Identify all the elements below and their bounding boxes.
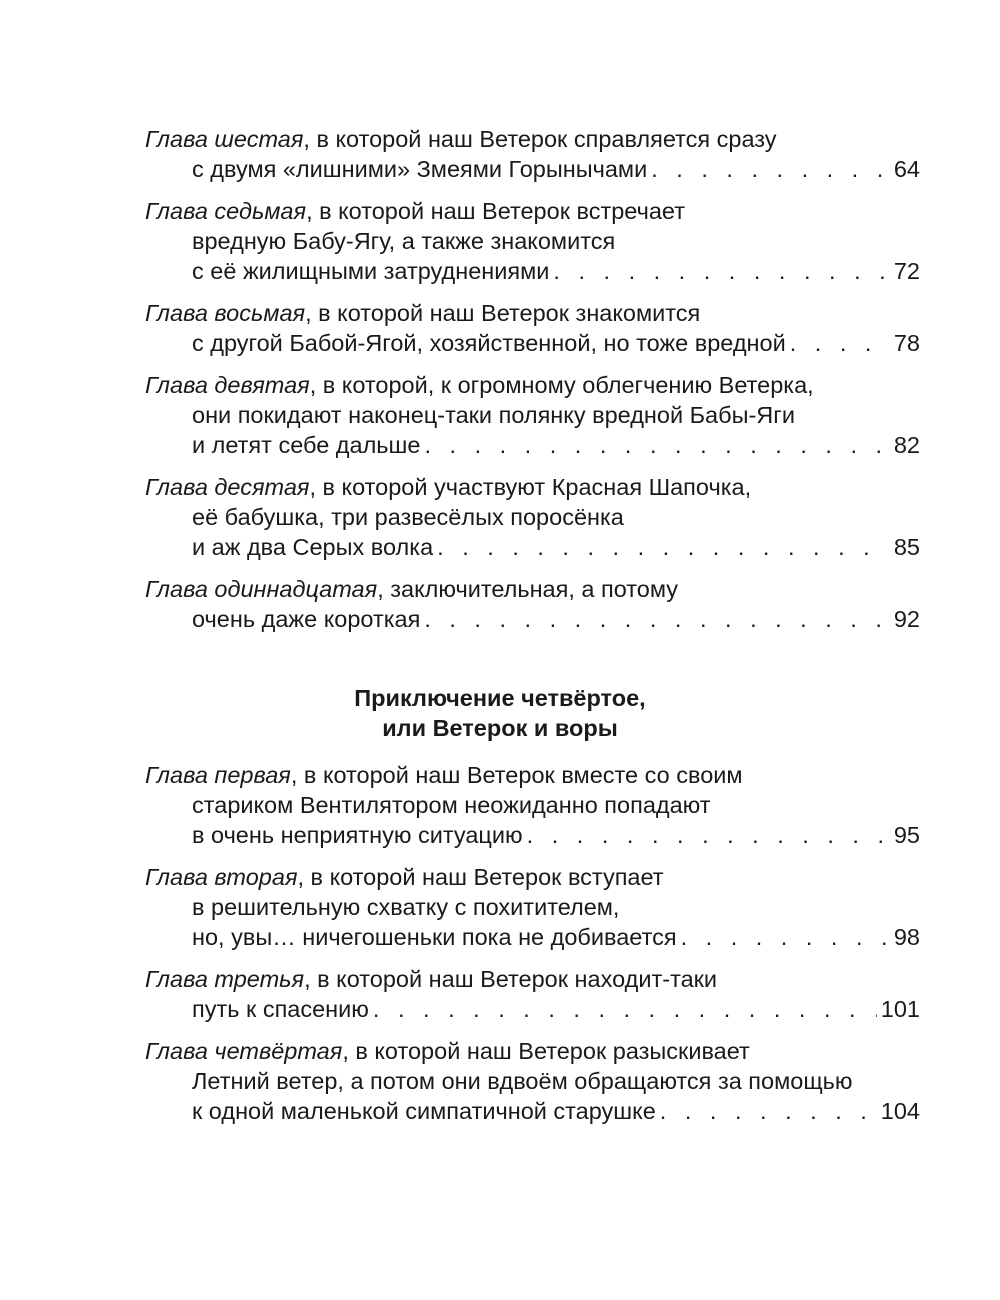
toc-entry-text (192, 1068, 853, 1094)
toc-entry-line (145, 922, 920, 952)
toc-entry-text (192, 504, 624, 530)
dot-leader (424, 604, 890, 634)
chapter-description: , в которой наш Ветерок встречает (306, 198, 685, 224)
toc-entry-line (145, 604, 920, 634)
toc-entry-line (145, 964, 920, 994)
toc-entry (145, 196, 920, 286)
toc-entry-text (145, 864, 664, 890)
toc-entry-line (145, 1066, 920, 1096)
toc-entry-line (145, 226, 920, 256)
chapter-description: в решительную схватку с похитителем, (192, 894, 620, 920)
toc-entry-line (145, 1036, 920, 1066)
toc-entry-line (145, 574, 920, 604)
toc-entry-line (145, 256, 920, 286)
chapter-name: Глава девятая (145, 372, 310, 398)
chapter-name: Глава первая (145, 762, 291, 788)
chapter-description: к одной маленькой симпатичной старушке (192, 1098, 656, 1124)
chapter-description: с двумя «лишними» Змеями Горынычами (192, 156, 648, 182)
chapter-description: , в которой наш Ветерок находит-таки (304, 966, 718, 992)
chapter-name: Глава вторая (145, 864, 298, 890)
dot-leader (373, 994, 877, 1024)
toc-entry-text (192, 154, 647, 184)
toc-entry-text (192, 820, 523, 850)
chapter-description: , в которой, к огромному облегчению Ветерка, (309, 372, 814, 398)
toc-entry-text (192, 894, 619, 920)
page-number: 92 (893, 606, 920, 632)
chapter-name: Глава седьмая (145, 198, 307, 224)
chapter-description: её бабушка, три развесёлых поросёнка (192, 504, 624, 530)
toc-entry (145, 472, 920, 562)
toc-entry-line (145, 154, 920, 184)
toc-entry-line (145, 862, 920, 892)
toc-entry-line (145, 532, 920, 562)
toc-entry-line (145, 790, 920, 820)
toc-entry-line (145, 820, 920, 850)
toc-entry-text (145, 198, 685, 224)
chapter-description: путь к спасению (192, 996, 369, 1022)
toc-entry-text (192, 328, 786, 358)
toc-entry-line (145, 124, 920, 154)
toc-entry-text (145, 300, 700, 326)
chapter-description: в очень неприятную ситуацию (192, 822, 523, 848)
page-number: 104 (880, 1098, 920, 1124)
toc-entry-text (145, 372, 814, 398)
chapter-name: Глава шестая (145, 126, 304, 152)
toc-entry-text (192, 532, 433, 562)
toc-entry-text (192, 994, 369, 1024)
toc-entry-line (145, 892, 920, 922)
chapter-description: и летят себе дальше (192, 432, 421, 458)
section-heading-line2: или Ветерок и воры (382, 715, 618, 741)
dot-leader (790, 328, 890, 358)
dot-leader (651, 154, 890, 184)
toc-entry-line (145, 502, 920, 532)
chapter-name: Глава третья (145, 966, 305, 992)
toc-entry-line (145, 430, 920, 460)
toc-entry-text (192, 922, 677, 952)
chapter-name: Глава одиннадцатая (145, 576, 378, 602)
toc-entry-text (145, 126, 777, 152)
toc-entry (145, 1036, 920, 1126)
chapter-name: Глава восьмая (145, 300, 306, 326)
toc-part4 (145, 760, 920, 1126)
chapter-description: с другой Бабой-Ягой, хозяйственной, но тоже вредной (192, 330, 786, 356)
section-heading-line1: Приключение четвёртое, (354, 685, 646, 711)
toc-entry-text (192, 604, 420, 634)
dot-leader (553, 256, 889, 286)
page-number: 98 (893, 924, 920, 950)
toc-entry (145, 760, 920, 850)
page-number: 78 (893, 330, 920, 356)
toc-entry (145, 124, 920, 184)
dot-leader (424, 430, 889, 460)
toc-entry-line (145, 472, 920, 502)
toc-entry (145, 298, 920, 358)
chapter-description: , заключительная, а потому (377, 576, 679, 602)
chapter-description: , в которой участвуют Красная Шапочка, (309, 474, 752, 500)
chapter-description: но, увы… ничегошеньки пока не добивается (192, 924, 677, 950)
dot-leader (681, 922, 890, 952)
chapter-description: они покидают наконец-таки полянку вредной Бабы-Яги (192, 402, 795, 428)
toc-entry (145, 370, 920, 460)
page-number: 72 (893, 258, 920, 284)
toc-entry-line (145, 298, 920, 328)
page-number: 64 (893, 156, 920, 182)
toc-part3 (145, 124, 920, 634)
toc-entry-text (192, 430, 420, 460)
toc-entry-text (192, 792, 711, 818)
chapter-description: очень даже короткая (192, 606, 421, 632)
chapter-description: , в которой наш Ветерок разыскивает (342, 1038, 750, 1064)
toc-entry-text (145, 762, 743, 788)
toc-entry-text (192, 1096, 656, 1126)
chapter-description: вредную Бабу-Ягу, а также знакомится (192, 228, 616, 254)
toc-entry-text (192, 256, 549, 286)
toc-entry-line (145, 370, 920, 400)
toc-entry-line (145, 328, 920, 358)
dot-leader (527, 820, 890, 850)
chapter-description: , в которой наш Ветерок знакомится (305, 300, 701, 326)
chapter-description: , в которой наш Ветерок вместе со своим (290, 762, 743, 788)
toc-entry (145, 964, 920, 1024)
dot-leader (437, 532, 890, 562)
page-number: 95 (893, 822, 920, 848)
toc-entry-text (145, 474, 751, 500)
toc-entry-text (145, 966, 717, 992)
chapter-description: и аж два Серых волка (192, 534, 434, 560)
toc-entry-line (145, 760, 920, 790)
toc-entry (145, 862, 920, 952)
toc-entry-line (145, 1096, 920, 1126)
toc-entry-text (145, 1038, 750, 1064)
page-number: 101 (880, 996, 920, 1022)
toc-entry-line (145, 400, 920, 430)
chapter-name: Глава десятая (145, 474, 310, 500)
chapter-description: Летний ветер, а потом они вдвоём обращаются за помощью (192, 1068, 853, 1094)
toc-entry-line (145, 994, 920, 1024)
page-number: 85 (893, 534, 920, 560)
chapter-description: , в которой наш Ветерок справляется сразу (303, 126, 777, 152)
toc-entry-text (192, 402, 795, 428)
page-number: 82 (893, 432, 920, 458)
dot-leader (660, 1096, 877, 1126)
toc-entry (145, 574, 920, 634)
toc-entry-text (192, 228, 615, 254)
section-heading (0, 683, 1000, 743)
chapter-description: , в которой наш Ветерок вступает (297, 864, 664, 890)
chapter-name: Глава четвёртая (145, 1038, 343, 1064)
toc-entry-line (145, 196, 920, 226)
chapter-description: стариком Вентилятором неожиданно попадают (192, 792, 711, 818)
toc-entry-text (145, 576, 678, 602)
chapter-description: с её жилищными затруднениями (192, 258, 550, 284)
